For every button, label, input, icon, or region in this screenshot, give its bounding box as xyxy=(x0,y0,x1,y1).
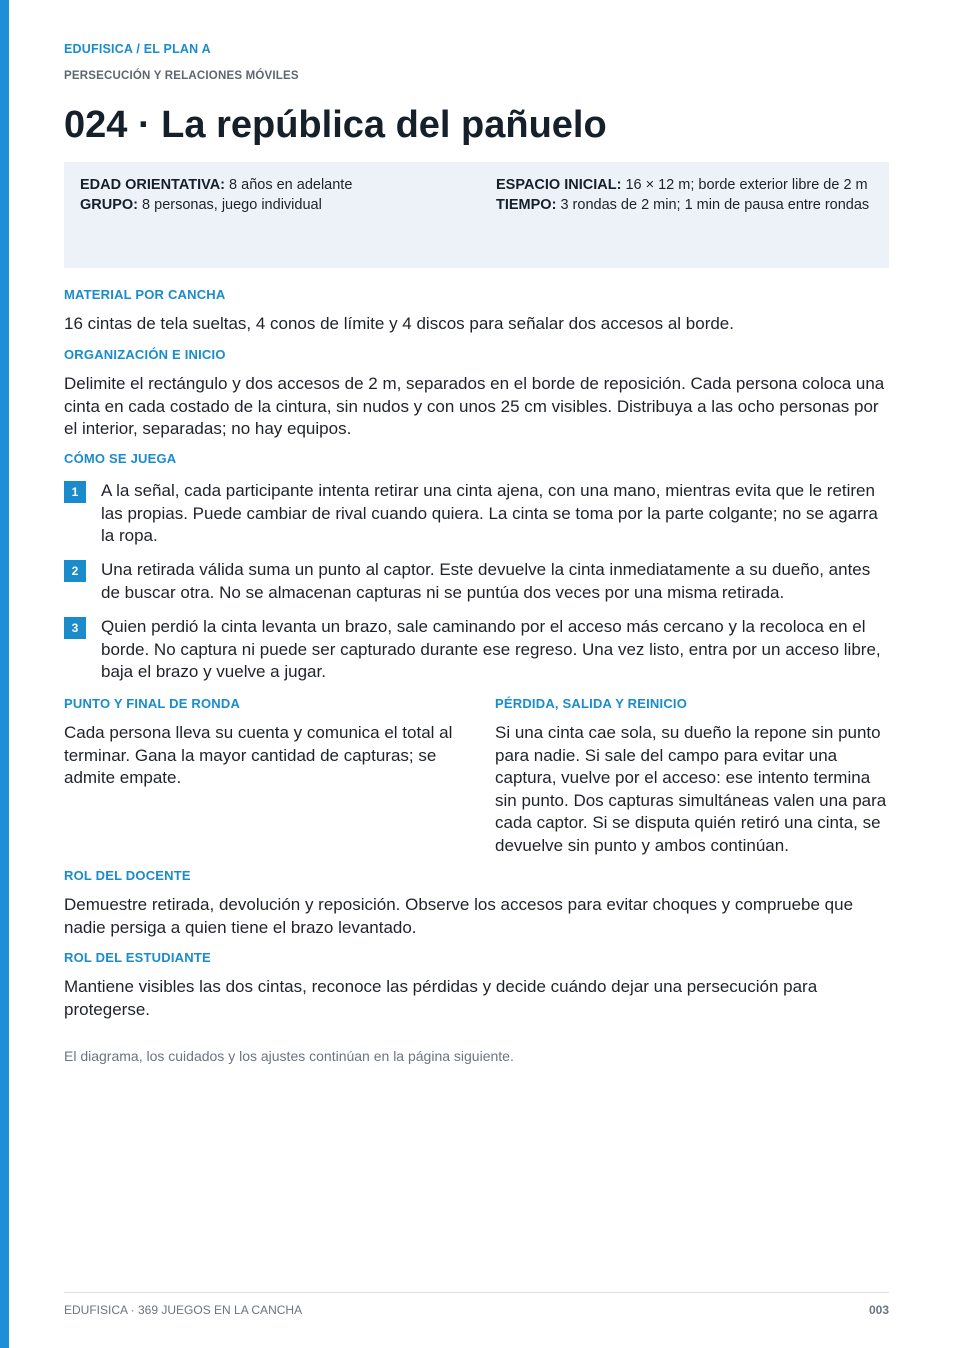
step-text: Quien perdió la cinta levanta un brazo, sale caminando por el acceso más cercano y la recoloca en el borde. No captura ni puede ser capturado durante ese regreso. Una vez listo, entra por un acceso libre, baja el brazo y vuelve a jugar. xyxy=(101,617,881,681)
section-label-material: MATERIAL POR CANCHA xyxy=(64,287,226,302)
info-tiempo-label: TIEMPO: xyxy=(496,197,557,213)
info-column-right xyxy=(496,175,876,215)
section-perdida xyxy=(495,696,890,857)
section-organizacion xyxy=(64,347,889,441)
info-tiempo-value: 3 rondas de 2 min; 1 min de pausa entre rondas xyxy=(560,197,870,213)
info-espacio xyxy=(496,175,876,195)
breadcrumb: EDUFISICA / EL PLAN A xyxy=(64,42,211,56)
step-text: Una retirada válida suma un punto al captor. Este devuelve la cinta inmediatamente a su dueño, antes de buscar otra. No se almacenan capturas ni se puntúa dos veces por una misma retirada. xyxy=(101,560,871,602)
section-label-como-se-juega: CÓMO SE JUEGA xyxy=(64,451,177,466)
info-tiempo xyxy=(496,195,876,215)
section-label-organizacion: ORGANIZACIÓN E INICIO xyxy=(64,347,226,362)
footer-divider xyxy=(64,1292,889,1293)
section-text-material: 16 cintas de tela sueltas, 4 conos de límite y 4 discos para señalar dos accesos al borde. xyxy=(64,314,734,333)
section-text-rol-estudiante: Mantiene visibles las dos cintas, reconoce las pérdidas y decide cuándo dejar una persecución para protegerse. xyxy=(64,977,818,1019)
step-text: A la señal, cada participante intenta retirar una cinta ajena, con una mano, mientras evita que le retiren las propias. Puede cambiar de rival cuando quiera. La cinta se toma por la parte colgante; no se agarra la ropa. xyxy=(101,481,878,545)
info-edad-value: 8 años en adelante xyxy=(229,177,353,193)
section-label-rol-estudiante: ROL DEL ESTUDIANTE xyxy=(64,950,211,965)
page-number: 003 xyxy=(868,1303,889,1317)
info-box xyxy=(64,162,889,268)
info-edad xyxy=(80,175,460,195)
info-espacio-value: 16 × 12 m; borde exterior libre de 2 m xyxy=(625,177,868,193)
section-text-organizacion: Delimite el rectángulo y dos accesos de 2 m, separados en el borde de reposición. Cada persona coloca una cinta en cada costado de la cintura, sin nudos y con unos 25 cm visibles. Distribuya a las ocho personas por el interior, separadas; no hay equipos. xyxy=(64,374,885,438)
page-title: 024 · La república del pañuelo xyxy=(64,104,607,146)
section-punto-final xyxy=(64,696,459,790)
info-grupo-value: 8 personas, juego individual xyxy=(142,197,322,213)
info-espacio-label: ESPACIO INICIAL: xyxy=(496,177,622,193)
info-edad-label: EDAD ORIENTATIVA: xyxy=(80,177,225,193)
step-number-badge: 1 xyxy=(64,481,86,503)
section-text-rol-docente: Demuestre retirada, devolución y reposición. Observe los accesos para evitar choques y compruebe que nadie persiga a quien tiene el brazo levantado. xyxy=(64,895,854,937)
step-number-badge: 3 xyxy=(64,617,86,639)
section-label-rol-docente: ROL DEL DOCENTE xyxy=(64,868,191,883)
section-rol-docente xyxy=(64,868,889,939)
info-grupo xyxy=(80,195,460,215)
footer-publication: EDUFISICA · 369 JUEGOS EN LA CANCHA xyxy=(64,1303,303,1317)
step-number-badge: 2 xyxy=(64,560,86,582)
section-label-punto-final: PUNTO Y FINAL DE RONDA xyxy=(64,696,241,711)
info-grupo-label: GRUPO: xyxy=(80,197,138,213)
section-text-perdida: Si una cinta cae sola, su dueño la repone sin punto para nadie. Si sale del campo para evitar una captura, vuelve por el acceso: ese intento termina sin punto. Dos capturas simultáneas valen una para cada captor. Si se disputa quién retiró una cinta, se devuelve sin punto y ambos continúan. xyxy=(495,723,887,855)
category-label: PERSECUCIÓN Y RELACIONES MÓVILES xyxy=(64,70,299,82)
section-label-perdida: PÉRDIDA, SALIDA Y REINICIO xyxy=(495,696,688,711)
section-rol-estudiante xyxy=(64,950,889,1021)
continuation-note: El diagrama, los cuidados y los ajustes continúan en la página siguiente. xyxy=(64,1048,514,1064)
page-edge-bar xyxy=(0,0,9,1348)
section-material xyxy=(64,287,889,336)
section-text-punto-final: Cada persona lleva su cuenta y comunica el total al terminar. Gana la mayor cantidad de capturas; se admite empate. xyxy=(64,723,453,787)
section-como-se-juega xyxy=(64,451,889,467)
info-column-left xyxy=(80,175,460,215)
